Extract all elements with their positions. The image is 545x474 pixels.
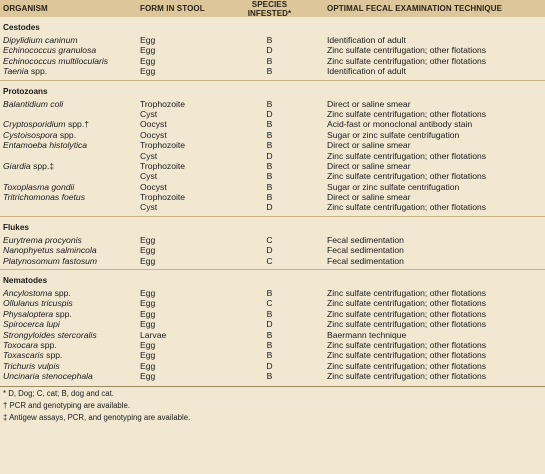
organism-name: Echinococcus multilocularis [3,55,109,66]
organism-cell [0,245,140,255]
species-cell: B [266,181,273,192]
form-cell: Egg [140,308,156,319]
table-row [0,288,545,298]
form-cell: Trophozoite [140,160,186,171]
species-cell: C [266,234,273,245]
organism-cell [0,256,140,266]
table-row [0,45,545,55]
form-cell: Egg [140,66,156,77]
footnote-divider [0,386,545,387]
organism-name: Toxoplasma gondii [3,181,75,192]
species-cell: B [266,288,273,299]
organism-name: Cryptosporidium [3,119,66,130]
table-row [0,109,545,119]
form-cell: Egg [140,339,156,350]
organism-suffix: spp. [57,129,77,140]
technique-cell: Sugar or zinc sulfate centrifugation [327,181,460,192]
form-cell: Egg [140,288,156,299]
section-divider [0,80,545,81]
form-cell: Oocyst [140,119,167,130]
species-cell: B [266,192,273,203]
organism-name: Spirocerca lupi [3,319,60,330]
form-cell: Egg [140,55,156,66]
species-cell: B [266,171,273,182]
organism-cell [0,202,140,212]
technique-cell: Zinc sulfate centrifugation; other flotations [327,108,487,119]
organism-cell [0,151,140,161]
form-cell: Trophozoite [140,140,186,151]
organism-cell [0,340,140,350]
species-cell: B [266,55,273,66]
header-technique: OPTIMAL FECAL EXAMINATION TECHNIQUE [327,4,503,13]
technique-cell: Zinc sulfate centrifugation; other flotations [327,298,487,309]
table-row [0,56,545,66]
table-row [0,151,545,161]
form-cell: Egg [140,255,156,266]
header-species: SPECIES INFESTED* [247,0,292,18]
species-cell: B [266,119,273,130]
species-cell: B [266,160,273,171]
technique-cell: Direct or saline smear [327,98,411,109]
species-cell: B [266,308,273,319]
species-cell: B [266,350,273,361]
organism-name: Dipylidium caninum [3,35,78,45]
species-cell: D [266,245,273,256]
organism-cell [0,171,140,181]
organism-cell [0,109,140,119]
organism-name: Ancylostoma [3,288,53,299]
species-cell: C [266,298,273,309]
species-cell: C [266,255,273,266]
header-form: FORM IN STOOL [140,4,205,13]
table-row [0,340,545,350]
table-row [0,130,545,140]
organism-suffix: spp. [43,350,63,361]
organism-cell [0,140,140,150]
technique-cell: Direct or saline smear [327,160,411,171]
organism-cell [0,298,140,308]
table-row [0,182,545,192]
table-row [0,119,545,129]
technique-cell: Zinc sulfate centrifugation; other flotations [327,339,487,350]
species-cell: D [266,108,273,119]
species-cell: D [266,45,273,56]
organism-name: Tritrichomonas foetus [3,192,85,203]
organism-cell [0,350,140,360]
table-row [0,245,545,255]
form-cell: Oocyst [140,129,167,140]
organism-cell [0,45,140,55]
organism-name: Physaloptera [3,308,54,319]
species-cell: B [266,35,273,45]
organism-name: Platynosomum fastosum [3,255,98,266]
technique-cell: Identification of adult [327,66,406,77]
table-row [0,192,545,202]
technique-cell: Acid-fast or monoclonal antibody stain [327,119,473,130]
organism-suffix: spp. [28,66,48,77]
species-cell: B [266,140,273,151]
organism-suffix: spp. [53,308,72,319]
table-row [0,66,545,76]
table-row [0,235,545,245]
section-divider [0,216,545,217]
species-cell: B [266,129,273,140]
species-cell: B [266,371,273,382]
organism-name: Eurytrema procyonis [3,234,82,245]
technique-cell: Zinc sulfate centrifugation; other flotations [327,350,487,361]
footnotes [0,389,545,423]
organism-suffix: spp.‡ [30,160,55,171]
footnote: * D, Dog; C, cat; B, dog and cat. [3,388,114,398]
form-cell: Egg [140,35,156,45]
organism-name: Trichuris vulpis [3,360,60,371]
form-cell: Cyst [140,150,158,161]
organism-name: Ollulanus tricuspis [3,298,73,309]
form-cell: Trophozoite [140,98,186,109]
organism-cell [0,119,140,129]
technique-cell: Zinc sulfate centrifugation; other flotations [327,202,487,213]
technique-cell: Direct or saline smear [327,192,411,203]
organism-suffix: spp. [52,288,71,299]
organism-cell [0,35,140,45]
table-row [0,140,545,150]
organism-cell [0,182,140,192]
table-row [0,371,545,381]
form-cell: Egg [140,45,156,56]
form-cell: Larvae [140,329,167,340]
technique-cell: Sugar or zinc sulfate centrifugation [327,129,460,140]
table-row [0,350,545,360]
table-row [0,202,545,212]
technique-cell: Zinc sulfate centrifugation; other flotations [327,55,487,66]
technique-cell: Direct or saline smear [327,140,411,151]
form-cell: Egg [140,298,156,309]
table-row [0,298,545,308]
table-row [0,361,545,371]
technique-cell: Zinc sulfate centrifugation; other flotations [327,288,487,299]
organism-cell [0,288,140,298]
organism-name: Uncinaria stenocephala [3,371,93,382]
technique-cell: Baermann technique [327,329,407,340]
table-row [0,171,545,181]
form-cell: Trophozoite [140,192,186,203]
organism-suffix: spp.† [65,119,89,130]
organism-name: Giardia [3,160,31,171]
form-cell: Cyst [140,108,158,119]
form-cell: Egg [140,245,156,256]
table-row [0,330,545,340]
organism-name: Entamoeba histolytica [3,140,88,151]
form-cell: Egg [140,371,156,382]
section-divider [0,269,545,270]
organism-cell [0,361,140,371]
table-row [0,256,545,266]
technique-cell: Identification of adult [327,35,406,45]
technique-cell: Zinc sulfate centrifugation; other flotations [327,150,487,161]
technique-cell: Fecal sedimentation [327,245,404,256]
organism-cell [0,371,140,381]
organism-cell [0,66,140,76]
technique-cell: Zinc sulfate centrifugation; other flotations [327,319,487,330]
organism-name: Cystoisospora [3,129,58,140]
species-cell: D [266,319,273,330]
organism-name: Toxascaris [3,350,44,361]
organism-cell [0,192,140,202]
technique-cell: Zinc sulfate centrifugation; other flotations [327,360,487,371]
species-cell: D [266,150,273,161]
form-cell: Egg [140,350,156,361]
organism-cell [0,130,140,140]
footnote: ‡ Antigew assays, PCR, and genotyping are available. [3,412,191,422]
table-row [0,319,545,329]
table-row [0,161,545,171]
organism-cell [0,330,140,340]
organism-name: Toxocara [3,339,39,350]
section-title: Nematodes [3,276,48,286]
header-organism: ORGANISM [3,4,48,13]
technique-cell: Zinc sulfate centrifugation; other flotations [327,45,487,56]
species-cell: B [266,98,273,109]
technique-cell: Zinc sulfate centrifugation; other flotations [327,308,487,319]
organism-name: Strongyloides stercoralis [3,329,97,340]
form-cell: Cyst [140,171,158,182]
form-cell: Egg [140,319,156,330]
organism-cell [0,309,140,319]
section-title: Protozoans [3,86,48,96]
table-header [0,0,545,17]
species-cell: B [266,329,273,340]
table-body [0,20,545,382]
technique-cell: Fecal sedimentation [327,255,404,266]
table-row [0,99,545,109]
organism-name: Nanophyetus salmincola [3,245,97,256]
organism-cell [0,161,140,171]
organism-name: Taenia [3,66,29,77]
organism-cell [0,99,140,109]
footnote: † PCR and genotyping are available. [3,400,131,410]
species-cell: D [266,202,273,213]
species-cell: D [266,360,273,371]
section-title: Cestodes [3,23,40,32]
form-cell: Egg [140,234,156,245]
table-row [0,309,545,319]
technique-cell: Fecal sedimentation [327,234,404,245]
form-cell: Oocyst [140,181,167,192]
organism-suffix: spp. [38,339,57,350]
form-cell: Egg [140,360,156,371]
species-cell: B [266,339,273,350]
table-row [0,35,545,45]
section-title: Flukes [3,222,29,232]
species-cell: B [266,66,273,77]
organism-cell [0,319,140,329]
form-cell: Cyst [140,202,158,213]
organism-cell [0,235,140,245]
organism-cell [0,56,140,66]
organism-name: Balantidium coli [3,98,64,109]
organism-name: Echinococcus granulosa [3,45,97,56]
technique-cell: Zinc sulfate centrifugation; other flotations [327,171,487,182]
technique-cell: Zinc sulfate centrifugation; other flotations [327,371,487,382]
